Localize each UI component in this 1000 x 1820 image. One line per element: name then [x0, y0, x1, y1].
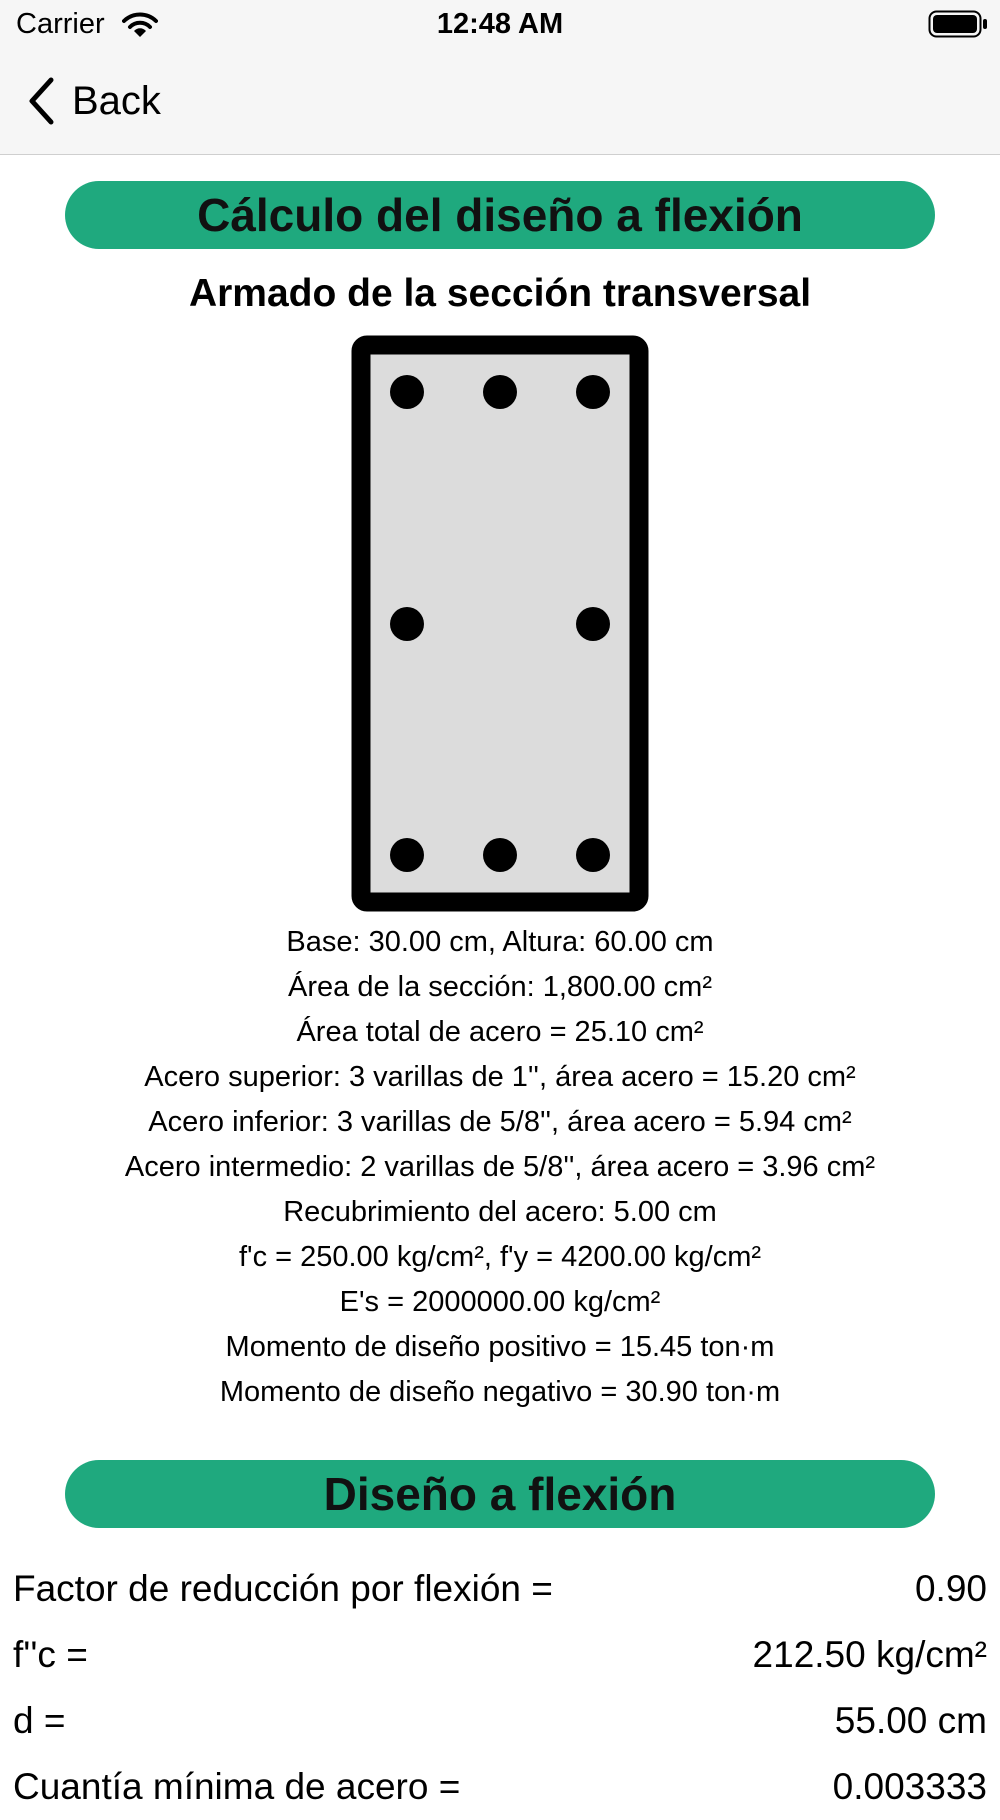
- result-row: [0, 1556, 1000, 1622]
- result-row: [0, 1754, 1000, 1820]
- section-info: [0, 920, 1000, 1415]
- result-label: d =: [13, 1700, 66, 1741]
- back-label: Back: [72, 78, 161, 123]
- info-elastic-modulus: E's = 2000000.00 kg/cm²: [339, 1286, 661, 1318]
- result-label: Cuantía mínima de acero =: [13, 1766, 461, 1807]
- flexion-title: Diseño a flexión: [65, 1460, 935, 1528]
- flexion-results: [0, 1556, 1000, 1820]
- rebar-top: [390, 375, 424, 409]
- rebar-top: [576, 375, 610, 409]
- result-label: f''c =: [13, 1634, 88, 1675]
- info-strengths: f'c = 250.00 kg/cm², f'y = 4200.00 kg/cm²: [238, 1241, 762, 1273]
- result-row: [0, 1688, 1000, 1754]
- back-button[interactable]: [26, 76, 161, 126]
- result-row: [0, 1622, 1000, 1688]
- page-title: Cálculo del diseño a flexión: [65, 181, 935, 249]
- battery-icon: [928, 10, 988, 38]
- result-value: 212.50 kg/cm²: [752, 1634, 987, 1675]
- rebar-bottom: [576, 838, 610, 872]
- rebar-top: [483, 375, 517, 409]
- info-dimensions: Base: 30.00 cm, Altura: 60.00 cm: [286, 926, 714, 958]
- carrier-label: Carrier: [16, 8, 105, 40]
- result-label: Factor de reducción por flexión =: [13, 1568, 553, 1609]
- section-subtitle: Armado de la sección transversal: [188, 272, 812, 315]
- cross-section-diagram: [350, 335, 650, 915]
- result-value: 0.003333: [832, 1766, 987, 1807]
- info-total-steel: Área total de acero = 25.10 cm²: [296, 1016, 704, 1048]
- rebar-bottom: [390, 838, 424, 872]
- navigation-bar: [0, 50, 1000, 155]
- rebar-middle: [390, 607, 424, 641]
- info-negative-moment: Momento de diseño negativo = 30.90 ton·m: [219, 1376, 781, 1408]
- result-value: 55.00 cm: [834, 1700, 987, 1741]
- info-positive-moment: Momento de diseño positivo = 15.45 ton·m: [225, 1331, 775, 1363]
- rebar-bottom: [483, 838, 517, 872]
- result-value: 0.90: [914, 1568, 987, 1609]
- clock: 12:48 AM: [436, 8, 564, 40]
- info-section-area: Área de la sección: 1,800.00 cm²: [288, 971, 712, 1003]
- chevron-left-icon: [26, 76, 56, 126]
- status-bar: [0, 0, 1000, 50]
- info-cover: Recubrimiento del acero: 5.00 cm: [283, 1196, 717, 1228]
- rebar-middle: [576, 607, 610, 641]
- info-top-steel: Acero superior: 3 varillas de 1'', área acero = 15.20 cm²: [144, 1061, 856, 1093]
- info-middle-steel: Acero intermedio: 2 varillas de 5/8'', área acero = 3.96 cm²: [124, 1151, 876, 1183]
- info-bottom-steel: Acero inferior: 3 varillas de 5/8'', área acero = 5.94 cm²: [148, 1106, 852, 1138]
